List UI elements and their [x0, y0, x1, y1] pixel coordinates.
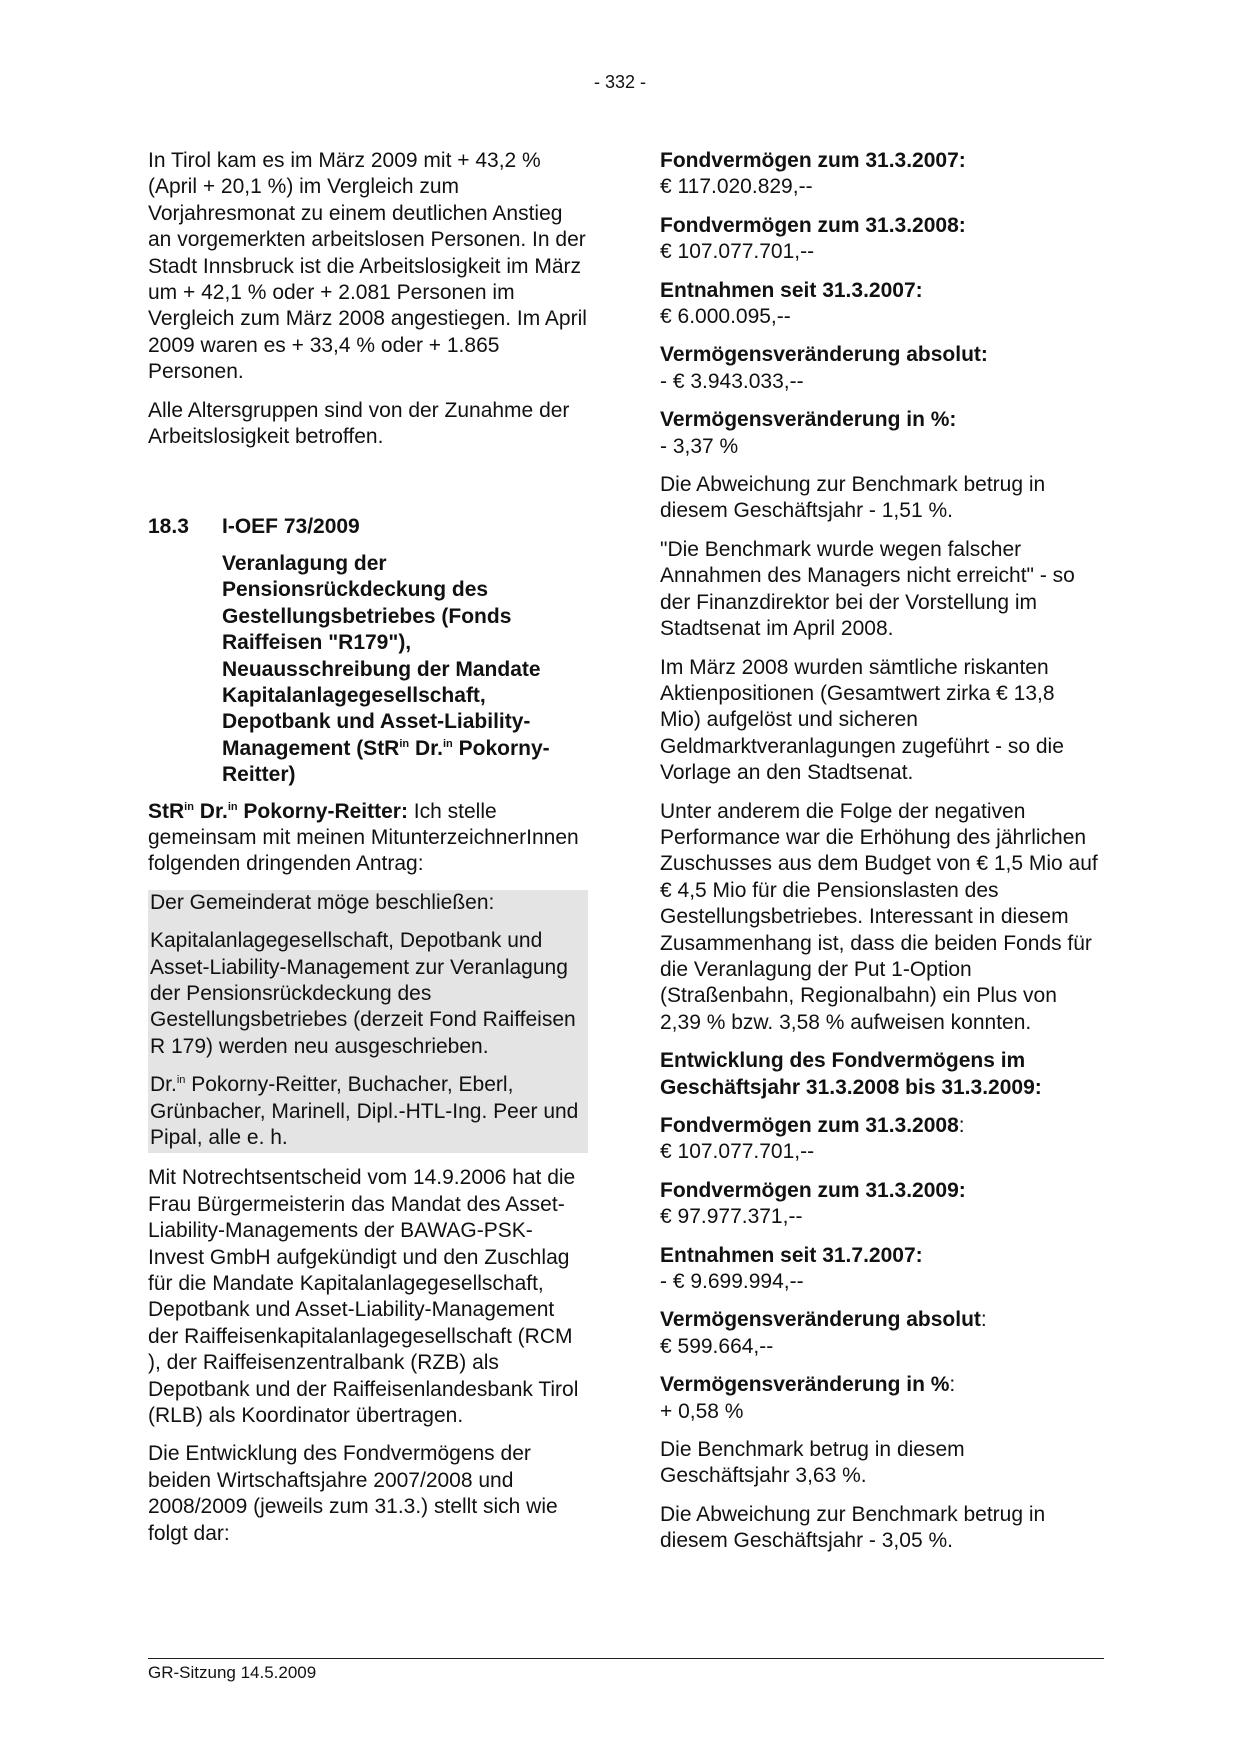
fund-entry-value: € 6.000.095,--	[660, 305, 791, 329]
signers-a: Dr.	[150, 1073, 177, 1097]
fund-entry-label	[660, 1243, 1100, 1269]
signers-sup: in	[176, 1074, 186, 1087]
speaker-a: StR	[148, 799, 185, 823]
paragraph-benchmark-deviation-2: Die Abweichung zur Benchmark betrug in diesem Geschäftsjahr - 3,05 %.	[660, 1502, 1046, 1553]
fund-entry	[660, 1178, 1100, 1231]
paragraph-stock-positions: Im März 2008 wurden sämtliche riskanten Aktienpositionen (Gesamtwert zirka € 13,8 Mio) aufgelöst und sicheren Geldmarktveranlagungen zugeführt - so die Vorlage an den Stadtsenat.	[660, 655, 1064, 785]
fund-entry	[660, 407, 1100, 460]
subject-sup-1: in	[399, 737, 410, 750]
motion-signers	[150, 1072, 586, 1153]
fund-entry-value: € 599.664,--	[660, 1334, 774, 1358]
fund-entry-label	[660, 1113, 1100, 1139]
paragraph-benchmark-quote: "Die Benchmark wurde wegen falscher Annahmen des Managers nicht erreicht" - so der Finanzdirektor bei der Vorstellung im Stadtsenat im April 2008.	[660, 537, 1075, 641]
fund-entry-value: € 117.020.829,--	[660, 175, 813, 199]
fund-entry-label-suffix: :	[949, 1373, 956, 1397]
speaker-sup-1: in	[184, 800, 194, 813]
paragraph-benchmark-deviation-1: Die Abweichung zur Benchmark betrug in diesem Geschäftsjahr - 1,51 %.	[660, 473, 1046, 523]
fund-entry	[660, 1372, 1100, 1425]
subject-end: Pokorny-Reitter)	[222, 736, 550, 787]
fund-entry-value: € 107.077.701,--	[660, 1140, 815, 1164]
section-id: I-OEF 73/2009	[222, 515, 360, 539]
speaker-text: Ich stelle gemeinsam mit meinen MitunterzeichnerInnen folgenden dringenden Antrag:	[148, 799, 579, 876]
fund-values-2008-2009	[660, 1113, 1100, 1425]
fund-entry-label-text: Vermögensveränderung absolut	[660, 1308, 981, 1332]
fund-entry-label	[660, 148, 1100, 174]
subject-sup-2: in	[443, 737, 453, 750]
fund-entry	[660, 342, 1100, 395]
fund-entry-label-text: Fondvermögen zum 31.3.2007:	[660, 149, 966, 172]
paragraph-negative-performance: Unter anderem die Folge der negativen Performance war die Erhöhung des jährlichen Zuschusses aus dem Budget von € 1,5 Mio auf € 4,5 Mio für die Pensionslasten des Gestellungsbetriebes. Interessant in diesem Zusammenhang ist, dass die beiden Fonds für die Veranlagung der Put 1-Option (Straßenbahn, Regionalbahn) ein Plus von 2,39 % bzw. 3,58 % aufweisen konnten.	[660, 799, 1098, 1034]
fund-entry	[660, 1307, 1100, 1360]
fund-entry-label-text: Entnahmen seit 31.3.2007:	[660, 278, 923, 302]
fund-entry-label	[660, 1178, 1100, 1204]
fund-entry-value: € 97.977.371,--	[660, 1205, 803, 1229]
fund-entry-label	[660, 1372, 1100, 1398]
fund-entry-label	[660, 1307, 1100, 1333]
signers-b: Pokorny-Reitter, Buchacher, Eberl, Grünbacher, Marinell, Dipl.-HTL-Ing. Peer und Pipal, alle e. h.	[150, 1073, 579, 1149]
fund-entry-label-text: Fondvermögen zum 31.3.2009:	[660, 1178, 966, 1202]
section-heading	[148, 514, 588, 540]
subject-main: Veranlagung der Pensionsrückdeckung des Gestellungsbetriebes (Fonds Raiffeisen "R179"), Neuausschreibung der Mandate Kapitalanlagegesellschaft, Depotbank und Asset-Liability-Management (StR	[222, 551, 541, 760]
paragraph-fund-development: Die Entwicklung des Fondvermögens der beiden Wirtschaftsjahre 2007/2008 und 2008/2009 (jeweils zum 31.3.) stellt sich wie folgt dar:	[148, 1442, 558, 1545]
fund-entry-label-text: Entnahmen seit 31.7.2007:	[660, 1243, 923, 1267]
footer-divider	[148, 1658, 1104, 1659]
speaker-b: Dr.	[193, 799, 228, 823]
fund-entry	[660, 213, 1100, 266]
fund-entry-label-text: Fondvermögen zum 31.3.2008:	[660, 213, 966, 237]
fund-entry	[660, 278, 1100, 331]
fund-entry-label	[660, 407, 1100, 433]
fund-entry-value: - € 3.943.033,--	[660, 369, 804, 393]
right-column	[660, 148, 1100, 1567]
fund-entry	[660, 1243, 1100, 1296]
speaker-c: Pokorny-Reitter:	[237, 799, 408, 823]
fund-entry-label-text: Fondvermögen zum 31.3.2008	[660, 1114, 959, 1137]
motion-box	[148, 890, 588, 1154]
fund-entry	[660, 1113, 1100, 1166]
fund-entry-label-text: Vermögensveränderung in %	[660, 1373, 950, 1397]
section-subject	[222, 551, 588, 789]
motion-intro: Der Gemeinderat möge beschließen:	[150, 890, 495, 914]
fund-entry-label-suffix: :	[958, 1114, 965, 1137]
page-number: - 332 -	[593, 72, 647, 92]
paragraph-age-groups: Alle Altersgruppen sind von der Zunahme der Arbeitslosigkeit betroffen.	[148, 398, 570, 449]
fund-entry-value: + 0,58 %	[660, 1399, 744, 1423]
subject-mid: Dr.	[409, 736, 443, 760]
paragraph-benchmark-value: Die Benchmark betrug in diesem Geschäftsjahr 3,63 %.	[660, 1438, 965, 1488]
speaker-sup-2: in	[227, 800, 238, 813]
fund-values-2007-2008	[660, 148, 1100, 460]
fund-entry-label	[660, 278, 1100, 304]
left-column	[148, 148, 588, 1559]
speaker-paragraph	[148, 799, 588, 878]
fund-entry-label-text: Vermögensveränderung absolut:	[660, 343, 988, 367]
fund-entry	[660, 148, 1100, 201]
section-number: 18.3	[148, 515, 189, 539]
motion-body: Kapitalanlagegesellschaft, Depotbank und Asset-Liability-Management zur Veranlagung der Pensionsrückdeckung des Gestellungsbetriebes (derzeit Fond Raiffeisen R 179) werden neu ausgeschrieben.	[150, 929, 576, 1058]
heading-fund-development-2008-2009: Entwicklung des Fondvermögens im Geschäftsjahr 31.3.2008 bis 31.3.2009:	[660, 1049, 1042, 1099]
footer-text: GR-Sitzung 14.5.2009	[148, 1663, 317, 1682]
fund-entry-label-text: Vermögensveränderung in %:	[660, 408, 957, 432]
fund-entry-label-suffix: :	[980, 1308, 987, 1332]
fund-entry-value: - € 9.699.994,--	[660, 1270, 804, 1294]
paragraph-notrechtsentscheid: Mit Notrechtsentscheid vom 14.9.2006 hat die Frau Bürgermeisterin das Mandat des Asset-Liability-Managements der BAWAG-PSK-Invest GmbH aufgekündigt und den Zuschlag für die Mandate Kapitalanlagegesellschaft, Depotbank und Asset-Liability-Management der Raiffeisenkapitalanlagegesellschaft (RCM ), der Raiffeisenzentralbank (RZB) als Depotbank und der Raiffeisenlandesbank Tirol (RLB) als Koordinator übertragen.	[148, 1166, 579, 1428]
fund-entry-label	[660, 213, 1100, 239]
fund-entry-value: - 3,37 %	[660, 434, 739, 458]
paragraph-unemployment-tirol: In Tirol kam es im März 2009 mit + 43,2 % (April + 20,1 %) im Vergleich zum Vorjahresmonat zu einem deutlichen Anstieg an vorgemerkten arbeitslosen Personen. In der Stadt Innsbruck ist die Arbeitslosigkeit im März um + 42,1 % oder + 2.081 Personen im Vergleich zum März 2008 angestiegen. Im April 2009 waren es + 33,4 % oder + 1.865 Personen.	[148, 149, 587, 384]
fund-entry-label	[660, 342, 1100, 368]
fund-entry-value: € 107.077.701,--	[660, 240, 815, 264]
